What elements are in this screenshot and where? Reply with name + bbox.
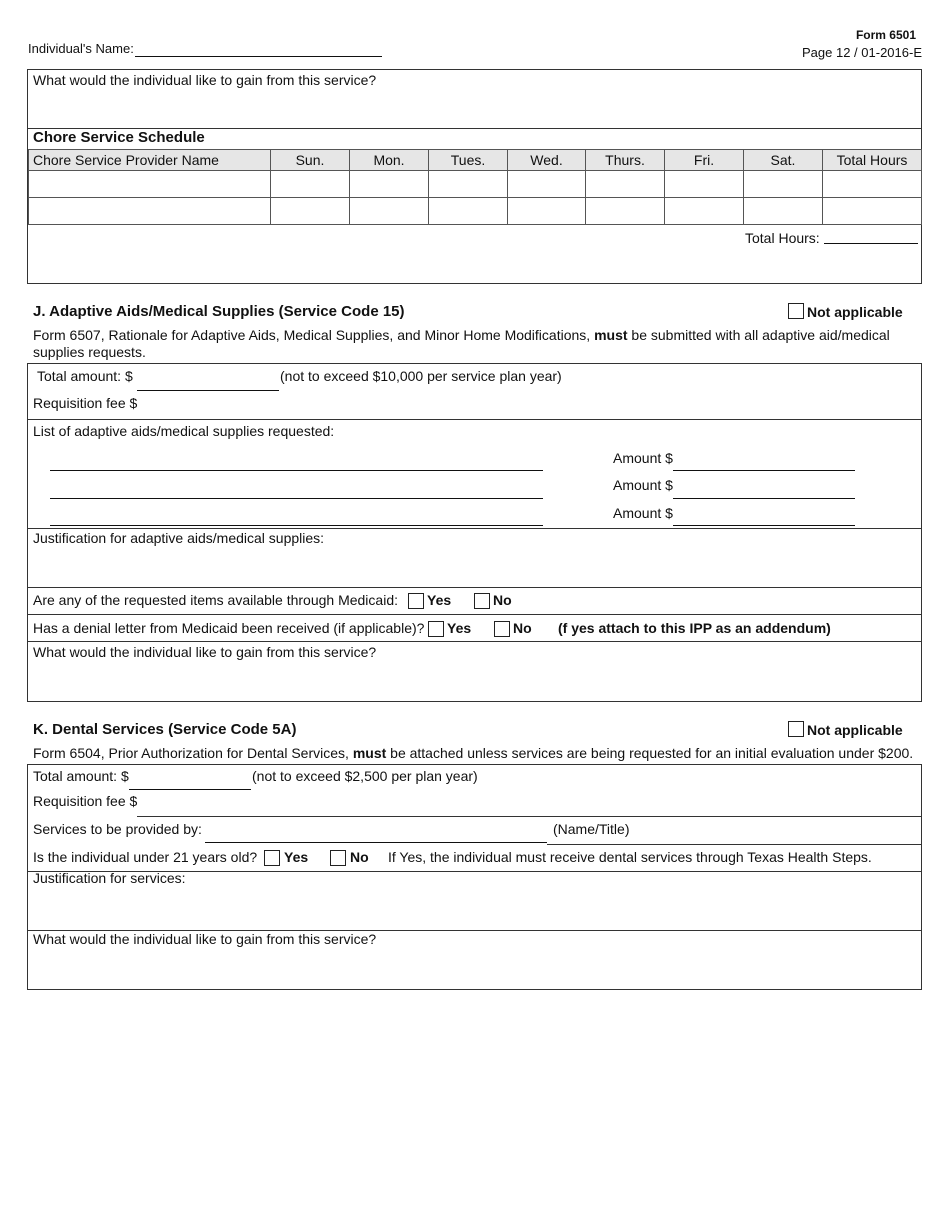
table-cell[interactable] — [823, 198, 922, 225]
section-k-not-applicable-checkbox[interactable] — [788, 721, 804, 737]
j-amount-field-2[interactable] — [673, 485, 855, 499]
j-item-field-1[interactable] — [50, 457, 543, 471]
k-under21-note: If Yes, the individual must receive dental services through Texas Health Steps. — [388, 849, 872, 865]
table-header-row — [29, 150, 922, 171]
table-cell[interactable] — [744, 198, 823, 225]
col-fri: Fri. — [665, 150, 744, 171]
k-under21-question: Is the individual under 21 years old? — [33, 849, 258, 865]
col-provider-name: Chore Service Provider Name — [29, 150, 271, 171]
divider — [27, 641, 922, 642]
j-denial-yes-checkbox[interactable] — [428, 621, 444, 637]
j-requisition-fee-label: Requisition fee $ — [33, 395, 138, 411]
divider — [547, 844, 922, 845]
k-total-amount-limit: (not to exceed $2,500 per plan year) — [252, 768, 478, 784]
table-cell[interactable] — [586, 198, 665, 225]
j-amount-field-3[interactable] — [673, 512, 855, 526]
table-cell[interactable] — [586, 171, 665, 198]
note-text: be submitted with all adaptive aid/medical supplies requests. — [33, 327, 890, 360]
col-wed: Wed. — [508, 150, 586, 171]
divider — [27, 614, 922, 615]
divider — [27, 528, 922, 529]
k-total-amount-field[interactable] — [129, 775, 251, 790]
section-k-not-applicable-label: Not applicable — [807, 722, 903, 738]
k-under21-yes-checkbox[interactable] — [264, 850, 280, 866]
page-info: Page 12 / 01-2016-E — [802, 45, 922, 60]
table-cell[interactable] — [429, 198, 508, 225]
table-cell[interactable] — [665, 171, 744, 198]
col-sun: Sun. — [271, 150, 350, 171]
note-must: must — [352, 745, 387, 761]
section-j-not-applicable-checkbox[interactable] — [788, 303, 804, 319]
j-medicaid-no-label: No — [493, 592, 512, 608]
k-under21-no-checkbox[interactable] — [330, 850, 346, 866]
col-mon: Mon. — [350, 150, 429, 171]
j-denial-no-label: No — [513, 620, 532, 636]
col-sat: Sat. — [744, 150, 823, 171]
note-text: be attached unless services are being requested for an initial evaluation under $200. — [390, 745, 914, 761]
divider — [137, 816, 922, 817]
k-provided-by-field[interactable] — [205, 829, 547, 843]
k-name-title-label: (Name/Title) — [553, 821, 630, 837]
table-cell[interactable] — [508, 171, 586, 198]
j-total-amount-label: Total amount: $ — [37, 368, 133, 384]
k-under21-yes-label: Yes — [284, 849, 309, 865]
j-amount-label-2: Amount $ — [613, 477, 673, 493]
j-amount-label-3: Amount $ — [613, 505, 673, 521]
table-cell[interactable] — [665, 198, 744, 225]
k-provided-by-label: Services to be provided by: — [33, 821, 202, 837]
col-total-hours: Total Hours — [823, 150, 922, 171]
section-j-not-applicable-label: Not applicable — [807, 304, 903, 320]
note-must: must — [594, 327, 628, 343]
total-hours-label: Total Hours: — [745, 230, 820, 246]
k-total-amount-label: Total amount: $ — [33, 768, 129, 784]
total-hours-field[interactable] — [824, 231, 918, 244]
j-medicaid-question: Are any of the requested items available through Medicaid: — [33, 592, 398, 608]
j-item-field-3[interactable] — [50, 512, 543, 526]
table-cell[interactable] — [429, 171, 508, 198]
divider — [27, 587, 922, 588]
individual-name-field[interactable] — [135, 44, 382, 57]
section-j-title: J. Adaptive Aids/Medical Supplies (Service Code 15) — [33, 303, 405, 320]
table-cell[interactable] — [350, 198, 429, 225]
j-total-amount-limit: (not to exceed $10,000 per service plan year) — [280, 368, 562, 384]
j-total-amount-field[interactable] — [137, 376, 279, 391]
j-denial-yes-label: Yes — [447, 620, 472, 636]
col-thurs: Thurs. — [586, 150, 665, 171]
section-k-note — [33, 745, 923, 761]
table-cell[interactable] — [744, 171, 823, 198]
table-cell[interactable] — [508, 198, 586, 225]
table-cell[interactable] — [271, 171, 350, 198]
k-requisition-fee-label: Requisition fee $ — [33, 793, 138, 809]
j-amount-field-1[interactable] — [673, 457, 855, 471]
k-justification-label: Justification for services: — [33, 870, 186, 886]
note-text: Form 6507, Rationale for Adaptive Aids, Medical Supplies, and Minor Home Modifications, — [33, 327, 591, 343]
table-cell[interactable] — [350, 171, 429, 198]
j-denial-question: Has a denial letter from Medicaid been received (if applicable)? — [33, 620, 425, 636]
col-tues: Tues. — [429, 150, 508, 171]
top-gain-question: What would the individual like to gain from this service? — [33, 72, 377, 88]
k-under21-no-label: No — [350, 849, 369, 865]
form-number: Form 6501 — [855, 28, 916, 42]
table-cell[interactable] — [29, 198, 271, 225]
j-list-label: List of adaptive aids/medical supplies requested: — [33, 423, 335, 439]
chore-schedule-table — [28, 149, 922, 225]
j-amount-label-1: Amount $ — [613, 450, 673, 466]
chore-schedule-title: Chore Service Schedule — [33, 129, 205, 146]
j-gain-question: What would the individual like to gain from this service? — [33, 644, 377, 660]
j-item-field-2[interactable] — [50, 485, 543, 499]
section-j-note — [33, 327, 913, 361]
j-medicaid-no-checkbox[interactable] — [474, 593, 490, 609]
j-justification-label: Justification for adaptive aids/medical supplies: — [33, 530, 325, 546]
table-row — [29, 171, 922, 198]
divider — [27, 419, 922, 420]
table-cell[interactable] — [823, 171, 922, 198]
table-row — [29, 198, 922, 225]
table-cell[interactable] — [271, 198, 350, 225]
j-medicaid-yes-label: Yes — [427, 592, 452, 608]
individual-name-label: Individual's Name: — [28, 41, 134, 56]
note-text: Form 6504, Prior Authorization for Dental Services, — [33, 745, 349, 761]
section-k-title: K. Dental Services (Service Code 5A) — [33, 721, 297, 738]
j-denial-note: (f yes attach to this IPP as an addendum) — [558, 620, 831, 636]
k-gain-question: What would the individual like to gain from this service? — [33, 931, 377, 947]
j-medicaid-yes-checkbox[interactable] — [408, 593, 424, 609]
j-denial-no-checkbox[interactable] — [494, 621, 510, 637]
table-cell[interactable] — [29, 171, 271, 198]
